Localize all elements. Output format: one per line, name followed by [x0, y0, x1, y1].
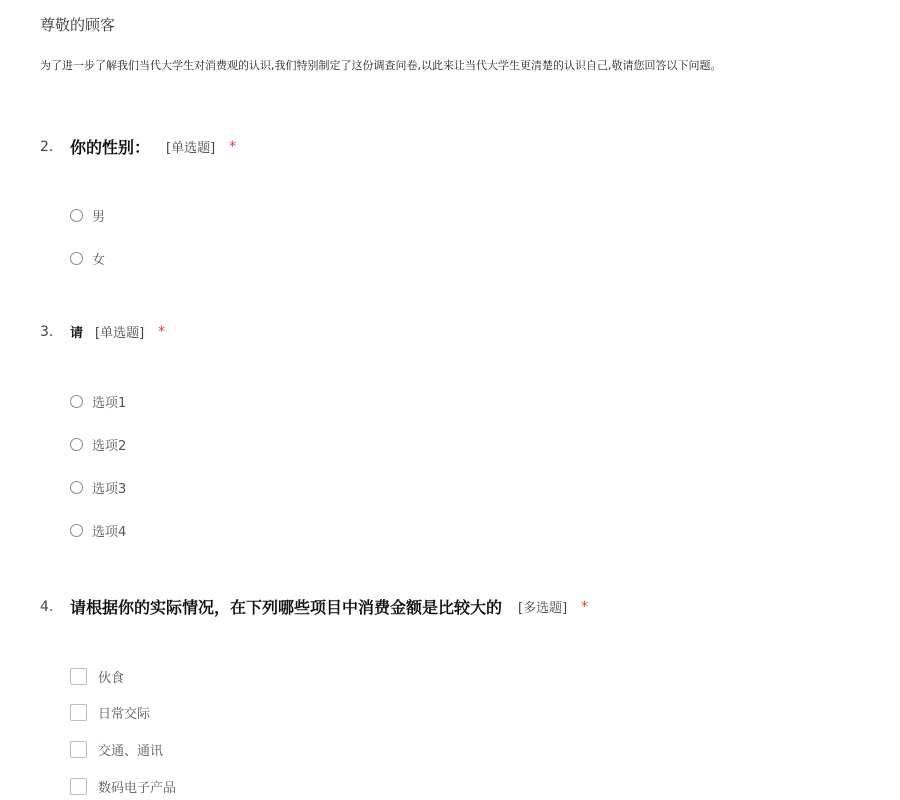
question-number: 2. — [40, 138, 54, 155]
checkbox-option-electronics[interactable] — [70, 777, 176, 796]
greeting-heading: 尊敬的顾客 — [40, 16, 116, 34]
question-spending — [40, 595, 588, 618]
required-marker: * — [581, 598, 589, 615]
option-label[interactable]: 数码电子产品 — [98, 781, 177, 796]
question-type-badge: [多选题] — [518, 601, 568, 616]
option-label[interactable]: 日常交际 — [98, 707, 151, 722]
radio-button[interactable] — [70, 395, 83, 408]
checkbox[interactable] — [70, 704, 87, 721]
required-marker: * — [229, 138, 237, 155]
checkbox[interactable] — [70, 741, 87, 758]
radio-button[interactable] — [70, 209, 83, 222]
question-title: 请根据你的实际情况，在下列哪些项目中消费金额是比较大的 — [70, 598, 503, 617]
survey-intro-text: 为了进一步了解我们当代大学生对消费观的认识,我们特别制定了这份调查问卷,以此来让当代大学生更清楚的认识自己,敬请您回答以下问题。 — [40, 59, 722, 72]
checkbox[interactable] — [70, 668, 87, 685]
required-marker: * — [158, 323, 166, 340]
option-label[interactable]: 女 — [92, 253, 106, 268]
question-gender — [40, 135, 236, 158]
question-number: 4. — [40, 598, 54, 615]
option-label[interactable]: 交通、通讯 — [98, 744, 164, 759]
checkbox-option-transport[interactable] — [70, 740, 163, 759]
radio-option-1[interactable] — [70, 392, 126, 411]
radio-option-female[interactable] — [70, 249, 105, 268]
question-type-badge: [单选题] — [95, 326, 145, 341]
option-label[interactable]: 选项1 — [92, 396, 127, 411]
question-type-badge: [单选题] — [166, 141, 216, 156]
radio-option-2[interactable] — [70, 435, 126, 454]
radio-option-3[interactable] — [70, 478, 126, 497]
checkbox-option-food[interactable] — [70, 667, 124, 686]
option-label[interactable]: 选项3 — [92, 482, 127, 497]
option-label[interactable]: 男 — [92, 210, 106, 225]
checkbox-option-social[interactable] — [70, 703, 150, 722]
radio-option-male[interactable] — [70, 206, 105, 225]
option-label[interactable]: 伙食 — [98, 671, 125, 686]
radio-button[interactable] — [70, 524, 83, 537]
question-title: 你的性别： — [70, 138, 151, 157]
radio-button[interactable] — [70, 481, 83, 494]
option-label[interactable]: 选项4 — [92, 525, 127, 540]
question-please — [40, 322, 165, 341]
checkbox[interactable] — [70, 778, 87, 795]
radio-button[interactable] — [70, 438, 83, 451]
question-title: 请 — [70, 326, 84, 341]
question-number: 3. — [40, 323, 54, 340]
radio-option-4[interactable] — [70, 521, 126, 540]
option-label[interactable]: 选项2 — [92, 439, 127, 454]
radio-button[interactable] — [70, 252, 83, 265]
